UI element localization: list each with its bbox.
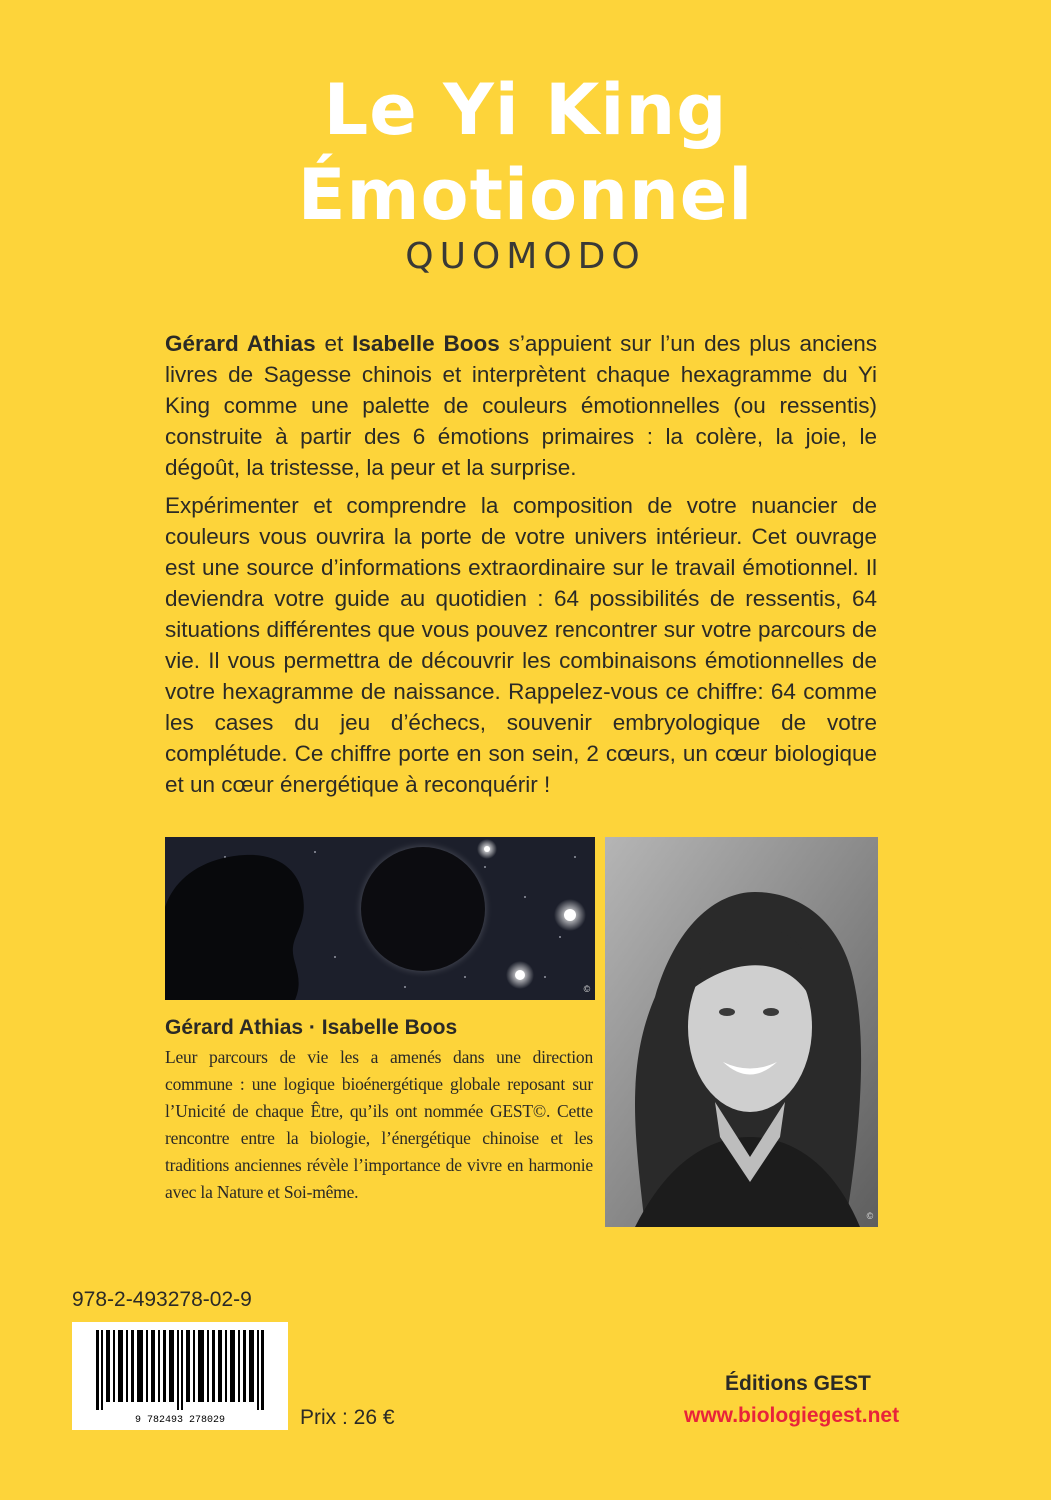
- publisher-name: Éditions GEST: [725, 1372, 871, 1395]
- description-text-1: s’appuient sur l’un des plus anciens livres de Sagesse chinois et interprètent chaque hexagramme du Yi King comme une palette de couleurs émotionnelles (ou ressentis) construite à partir des 6 émotions primaires : la colère, la joie, le dégoût, la tristesse, la peur et la surprise.: [165, 331, 877, 480]
- photo-credit: ©: [582, 984, 592, 994]
- cosmos-photo: [165, 837, 595, 1000]
- isbn-number: 978-2-493278-02-9: [72, 1288, 252, 1311]
- book-subtitle: QUOMODO: [405, 236, 646, 277]
- description-paragraph-1: [165, 328, 877, 483]
- cosmos-illustration: [165, 837, 595, 1000]
- author-name-1: Gérard Athias: [165, 331, 316, 356]
- price: Prix : 26 €: [300, 1406, 395, 1429]
- author-connector: et: [315, 331, 353, 356]
- portrait-photo: [605, 837, 878, 1227]
- barcode-graphic: [72, 1322, 288, 1430]
- authors-heading: Gérard Athias · Isabelle Boos: [165, 1016, 458, 1039]
- portrait-illustration: [605, 837, 878, 1227]
- book-title-line2: Émotionnel: [297, 154, 754, 236]
- book-title-line1: Le Yi King: [323, 69, 728, 151]
- publisher-website: www.biologiegest.net: [684, 1404, 900, 1427]
- portrait-credit: ©: [865, 1211, 875, 1221]
- barcode: [72, 1322, 288, 1430]
- authors-bio: Leur parcours de vie les a amenés dans une direction commune : une logique bioénergétique globale reposant sur l’Unicité de chaque Être, qu’ils ont nommée GEST©. Cette rencontre entre la biologie, l’énergétique chinoise et les traditions anciennes révèle l’importance de vivre en harmonie avec la Nature et Soi-même.: [165, 1047, 593, 1202]
- barcode-digits: 9 782493 278029: [134, 1415, 226, 1426]
- description-paragraph-2: Expérimenter et comprendre la composition de votre nuancier de couleurs vous ouvrira la porte de votre univers intérieur. Cet ouvrage est une source d’informations extraordinaire sur le travail émotionnel. Il deviendra votre guide au quotidien : 64 possibilités de ressentis, 64 situations différentes que vous pouvez rencontrer sur votre parcours de vie. Il vous permettra de découvrir les combinaisons émotionnelles de votre hexagramme de naissance. Rappelez-vous ce chiffre: 64 comme les cases du jeu d’échecs, souvenir embryologique de votre complétude. Ce chiffre porte en son sein, 2 cœurs, un cœur biologique et un cœur énergétique à reconquérir !: [165, 493, 877, 797]
- author-name-2: Isabelle Boos: [352, 331, 500, 356]
